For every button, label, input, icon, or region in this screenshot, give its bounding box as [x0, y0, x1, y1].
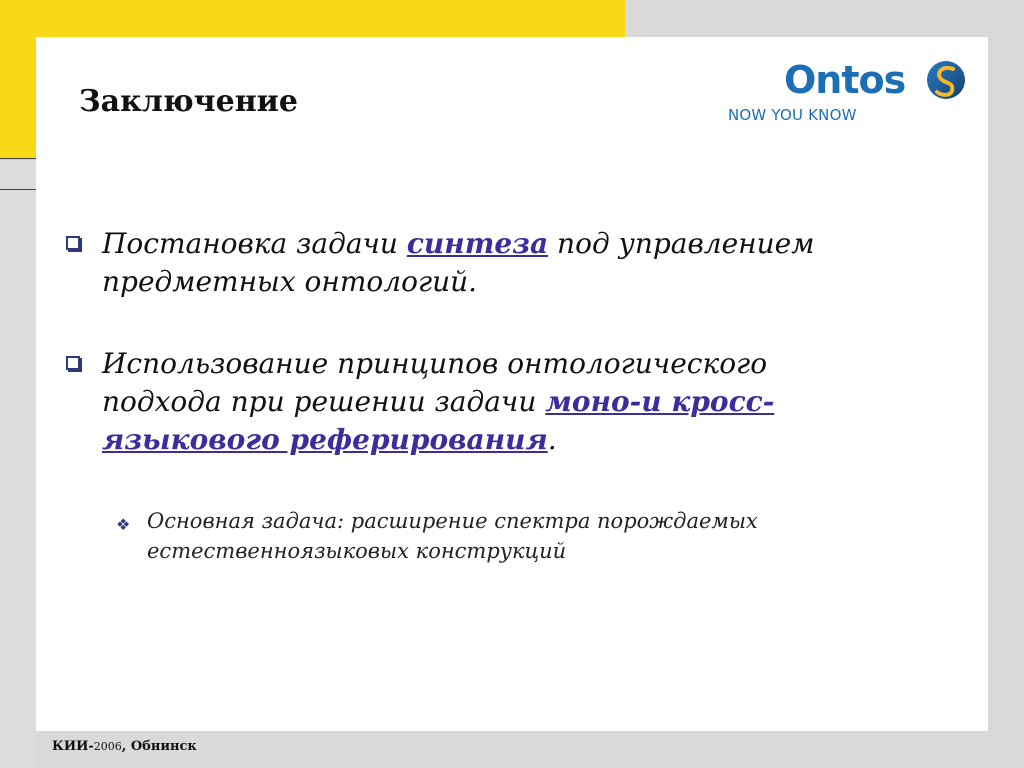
hollow-square-icon	[66, 236, 80, 250]
bullet-2-post: .	[547, 423, 557, 456]
footer-place: , Обнинск	[121, 739, 197, 754]
diamond-four-icon: ❖	[116, 515, 131, 534]
bullet-text-1	[102, 225, 842, 301]
logo-tagline: NOW YOU KNOW	[728, 106, 857, 124]
logo-swirl-icon	[926, 60, 966, 100]
slide-footer	[52, 739, 197, 754]
divider-line-top	[0, 158, 36, 159]
slide-title: Заключение	[79, 84, 298, 119]
bullet-2-highlight: моно-и кросс-языкового реферирования	[102, 385, 775, 456]
footer-event: КИИ-	[52, 739, 94, 754]
hollow-square-icon	[66, 356, 80, 370]
bullet-text-2	[102, 345, 842, 459]
bullet-1-pre: Постановка задачи	[102, 227, 407, 260]
ontos-logo	[726, 58, 971, 128]
divider-line-bottom	[0, 189, 36, 190]
footer-year: 2006	[93, 740, 122, 753]
bullet-1-post: под управлением предметных онтологий.	[102, 227, 815, 298]
bullet-1-highlight: синтеза	[406, 227, 549, 260]
sub-bullet-text: Основная задача: расширение спектра порождаемых естественноязыковых конструкций	[147, 509, 758, 563]
logo-wordmark: Ontos	[784, 58, 906, 102]
bullet-2-pre: Использование принципов онтологического подхода при решении задачи	[102, 347, 768, 418]
left-gray-strip	[0, 160, 36, 768]
